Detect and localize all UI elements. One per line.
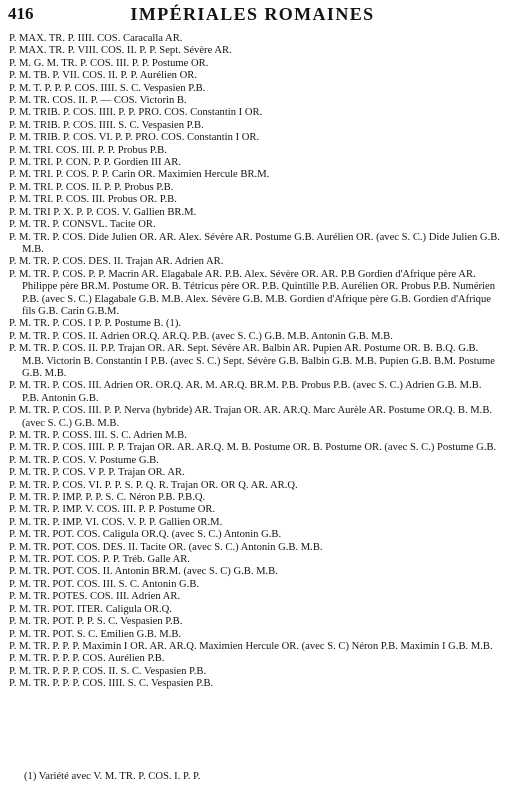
legend-entry: P. M. TRI. P. CON. P. P. Gordien III AR. (9, 157, 181, 169)
legend-entry: P. M. TR. POT. COS. III. S. C. Antonin G.B. (9, 578, 200, 590)
page-number: 416 (8, 4, 34, 23)
legend-entry: P. M. TR. P. P. P. COS. IIII. S. C. Vespasien P.B. (9, 678, 214, 690)
footnote: (1) Variété avec V. M. TR. P. COS. I. P. P. (24, 771, 201, 782)
legend-list (9, 33, 501, 691)
legend-entry: P. M. TR. P. COS. P. P. Macrin AR. Elagabale AR. P.B. Alex. Sévère OR. AR. P.B Gordien d'Afrique père AR. Philippe père BR.M. Postume OR. B. Tétricus père OR. P.B. Quintille P.B. Aurélien OR. Probus P.B. Numérien P.B. (avec S. C.) Elagabale G.B. M.B. Alex. Sévère G.B. M.B. Gordien d'Afrique père G.B. Gordien d'Afrique fils G.B. Carin G.B.M. (9, 268, 495, 317)
legend-entry: P. M. TR. P. COS. Dide Julien OR. AR. Alex. Sévère AR. Postume G.B. Aurélien OR. (avec S. C.) Dide Julien G.B. M.B. (9, 231, 500, 255)
legend-entry: P. M. TR. P. P. P. COS. Aurélien P.B. (9, 653, 165, 665)
page-title: IMPÉRIALES ROMAINES (130, 4, 375, 24)
legend-entry: P. M. TR. COS. II. P. — COS. Victorin B. (9, 95, 187, 107)
legend-entry: P. M. TR. P. COS. III. P. P. Nerva (hybride) AR. Trajan OR. AR. AR.Q. Marc Aurèle AR. Postume OR.Q. B. M.B. (avec S. C.) G.B. M.B. (9, 405, 493, 429)
legend-entry: P. M. T. P. P. P. COS. IIII. S. C. Vespasien P.B. (9, 82, 206, 94)
legend-entry: P. M. TR. POT. COS. II. Antonin BR.M. (avec S. C) G.B. M.B. (9, 566, 278, 578)
legend-entry: P. M. TR. POT. S. C. Emilien G.B. M.B. (9, 628, 182, 640)
legend-entry: P. M. TRI. P. COS. III. Probus OR. P.B. (9, 194, 177, 206)
legend-entry: P. M. TR. POT. P. P. S. C. Vespasien P.B. (9, 616, 183, 628)
legend-entry: P. M. TR. P. COS. II. P.P. Trajan OR. AR. Sept. Sévère AR. Balbin AR. Pupien AR. Postume OR. B. B.Q. G.B. M.B. Victorin B. Constantin I P.B. (avec S. C.) Sept. Sévère G.B. Balbin G.B. M.B. Pupien G.B. B.M. Postume G.B. M.B. (9, 343, 495, 379)
legend-entry: P. MAX. TR. P. VIII. COS. II. P. P. Sept. Sévère AR. (9, 45, 232, 57)
legend-entry: P. M. TRIB. P. COS. IIII. S. C. Vespasien P.B. (9, 119, 204, 131)
legend-entry: P. M. TR. P. IMP. P. P. S. C. Néron P.B. P.B.Q. (9, 492, 206, 504)
legend-entry: P. M. TR. POT. COS. P. P. Tréb. Galle AR. (9, 554, 190, 566)
legend-entry: P. M. TR. P. COS. V. Postume G.B. (9, 454, 159, 466)
legend-entry: P. M. TB. P. VII. COS. II. P. P. Aurélien OR. (9, 70, 197, 82)
legend-entry: P. M. TR. P. COS. IIII. P. P. Trajan OR. AR. AR.Q. M. B. Postume OR. B. Postume OR. (avec S. C.) Postume G.B. (9, 442, 497, 454)
legend-entry: P. M. TR. P. COS. III. Adrien OR. OR.Q. AR. M. AR.Q. BR.M. P.B. Probus P.B. (avec S. C.) Adrien G.B. M.B. P.B. Antonin G.B. (9, 380, 482, 404)
legend-entry: P. M. TR. P. P. P. Maximin I OR. AR. AR.Q. Maximien Hercule OR. (avec S. C) Néron P.B. Maximin I G.B. M.B. (9, 640, 493, 652)
legend-entry: P. M. TR. P. COS. I P. P. Postume B. (1). (9, 318, 182, 330)
legend-entry: P. M. TR. POT. COS. DES. II. Tacite OR. (avec S. C.) Antonin G.B. M.B. (9, 541, 323, 553)
legend-entry: P. M. TR. P. CONSVL. Tacite OR. (9, 219, 156, 231)
legend-entry: P. M. TR. P. IMP. V. COS. III. P. P. Postume OR. (9, 504, 216, 516)
legend-entry: P. M. TR. P. P. P. COS. II. S. C. Vespasien P.B. (9, 665, 207, 677)
legend-entry: P. M. TR. POT. COS. Caligula OR.Q. (avec S. C.) Antonin G.B. (9, 529, 282, 541)
legend-entry: P. M. TR. POTES. COS. III. Adrien AR. (9, 591, 181, 603)
legend-entry: P. M. TR. P. COSS. III. S. C. Adrien M.B. (9, 430, 187, 441)
legend-entry: P. MAX. TR. P. IIII. COS. Caracalla AR. (9, 33, 183, 44)
legend-entry: P. M. TR. P. COS. II. Adrien OR.Q. AR.Q. P.B. (avec S. C.) G.B. M.B. Antonin G.B. M.B. (9, 330, 393, 342)
legend-entry: P. M. TR. P. IMP. VI. COS. V. P. P. Gallien OR.M. (9, 516, 223, 528)
legend-entry: P. M. TR. P. COS. V P. P. Trajan OR. AR. (9, 467, 185, 479)
legend-entry: P. M. TRI P. X. P. P. COS. V. Gallien BR.M. (9, 206, 197, 218)
legend-entry: P. M. TRI. P. COS. P. P. Carin OR. Maximien Hercule BR.M. (9, 169, 270, 181)
legend-entry: P. M. TRI. COS. III. P. P. Probus P.B. (9, 144, 167, 156)
legend-entry: P. M. TRIB. P. COS. VI. P. P. PRO. COS. Constantin I OR. (9, 132, 260, 144)
legend-entry: P. M. TRIB. P. COS. IIII. P. P. PRO. COS. Constantin I OR. (9, 107, 263, 119)
legend-entry: P. M. TRI. P. COS. II. P. P. Probus P.B. (9, 181, 174, 193)
legend-entry: P. M. TR. P. COS. DES. II. Trajan AR. Adrien AR. (9, 256, 224, 268)
legend-entry: P. M. TR. P. COS. VI. P. P. S. P. Q. R. Trajan OR. OR Q. AR. AR.Q. (9, 479, 298, 491)
legend-entry: P. M. G. M. TR. P. COS. III. P. P. Postume OR. (9, 57, 209, 69)
legend-entry: P. M. TR. POT. ITER. Caligula OR.Q. (9, 603, 172, 615)
page-header (8, 4, 497, 26)
